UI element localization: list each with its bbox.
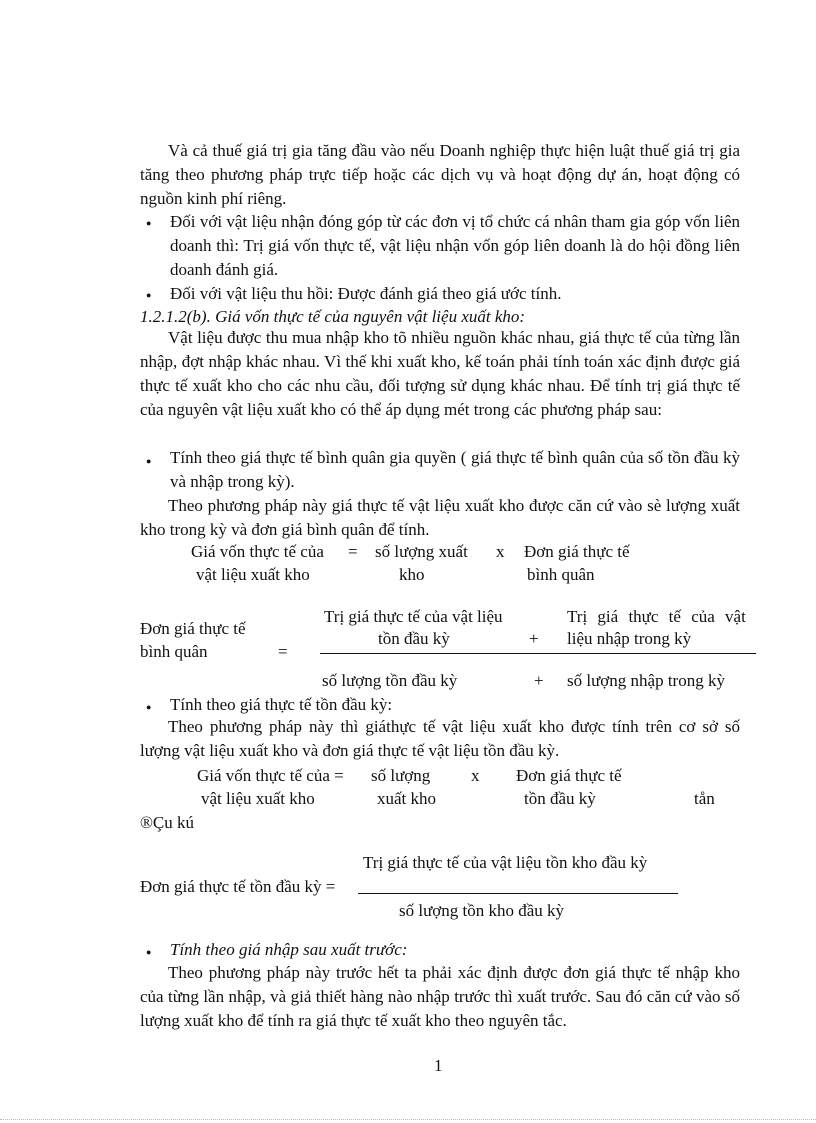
formula3-times: x: [471, 766, 480, 785]
bullet-icon: ●: [146, 218, 152, 228]
bullet-icon: ●: [146, 947, 152, 957]
formula2-fraction-bar: [320, 653, 756, 654]
formula4-fraction-bar: [358, 893, 678, 894]
formula3-stray-text: tån: [694, 789, 715, 808]
formula2-denominator-a: số lượng tồn đầu kỳ: [322, 671, 458, 690]
formula2-denominator-plus: +: [534, 671, 544, 690]
bullet-icon: ●: [146, 456, 152, 466]
bullet-weighted-average: Tính theo giá thực tế bình quân gia quyền ( giá thực tế bình quân của số tồn đầu kỳ và nhập trong kỳ).: [170, 448, 740, 491]
formula2-lhs-line2: bình quân: [140, 642, 208, 661]
section-heading: 1.2.1.2(b). Giá vốn thực tế của nguyên vật liệu xuất kho:: [140, 307, 526, 326]
bullet-recovered: Đối với vật liệu thu hồi: Được đánh giá theo giá ước tính.: [170, 284, 562, 303]
formula2-numerator-a-line1: Trị giá thực tế của vật liệu: [324, 607, 503, 626]
bullet-opening-price: Tính theo giá thực tế tồn đầu kỳ:: [170, 695, 393, 714]
formula3-lhs-line1: Giá vốn thực tế của =: [197, 766, 344, 785]
formula2-numerator-plus: +: [529, 629, 539, 648]
formula3-garbled-text: ®Çu kú: [140, 813, 195, 832]
bullet-fifo: Tính theo giá nhập sau xuất trước:: [170, 940, 408, 959]
formula1-equals: =: [348, 542, 358, 561]
bullet-icon: ●: [146, 702, 152, 712]
formula3-price-line2: tồn đầu kỳ: [524, 789, 596, 808]
formula1-lhs-line1: Giá vốn thực tế của: [191, 542, 324, 561]
page-number: 1: [434, 1056, 443, 1075]
export-paragraph: Vật liệu được thu mua nhập kho tõ nhiều nguồn khác nhau, giá thực tế của từng lần nhập, đợt nhập khác nhau. Vì thế khi xuất kho, kế toán phải tính toán xác định được giá thực tế xuất kho cho các nhu cầu, đối tượng sử dụng khác nhau. Để tính trị giá thực tế của nguyên vật liệu xuất kho có thể áp dụng mét trong các phương pháp sau:: [140, 328, 740, 419]
formula4-lhs: Đơn giá thực tế tồn đầu kỳ =: [140, 877, 336, 896]
formula3-price-line1: Đơn giá thực tế: [516, 766, 622, 785]
fifo-paragraph: Theo phương pháp này trước hết ta phải xác định được đơn giá thực tế nhập kho của từng lần nhập, và giả thiết hàng nào nhập trước thì xuất trước. Sau đó căn cứ vào số lượng xuất kho để tính ra giá thực tế xuất kho theo nguyên tắc.: [140, 963, 740, 1030]
formula1-price-line2: bình quân: [527, 565, 595, 584]
formula3-lhs-line2: vật liệu xuất kho: [201, 789, 315, 808]
formula2-equals: =: [278, 642, 288, 661]
formula4-denominator: số lượng tồn kho đầu kỳ: [399, 901, 565, 920]
formula4-numerator: Trị giá thực tế của vật liệu tồn kho đầu kỳ: [363, 853, 648, 872]
formula1-times: x: [496, 542, 505, 561]
formula1-lhs-line2: vật liệu xuất kho: [196, 565, 310, 584]
formula2-denominator-b: số lượng nhập trong kỳ: [567, 671, 725, 690]
bullet-contribution: Đối với vật liệu nhận đóng góp từ các đơn vị tổ chức cá nhân tham gia góp vốn liên doanh thì: Trị giá vốn thực tế, vật liệu nhận vốn góp liên doanh là do hội đồng liên doanh đánh giá.: [170, 212, 740, 279]
formula2-numerator-b-line1: Trị giá thực tế của vật: [567, 607, 746, 626]
formula1-quantity-line1: số lượng xuất: [375, 542, 468, 561]
weighted-method-paragraph: Theo phương pháp này giá thực tế vật liệu xuất kho được căn cứ vào sè lượng xuất kho trong kỳ và đơn giá bình quân để tính.: [140, 496, 740, 539]
formula3-quantity-line1: số lượng: [371, 766, 431, 785]
bullet-icon: ●: [146, 290, 152, 300]
formula2-numerator-b-line2: liệu nhập trong kỳ: [567, 629, 692, 648]
page-bottom-divider: [0, 1119, 816, 1120]
formula2-numerator-a-line2: tồn đầu kỳ: [378, 629, 450, 648]
formula2-lhs-line1: Đơn giá thực tế: [140, 619, 246, 638]
intro-paragraph: Và cả thuế giá trị gia tăng đầu vào nếu Doanh nghiệp thực hiện luật thuế giá trị gia tăng theo phương pháp trực tiếp hoặc các dịch vụ và hoạt động dự án, hoạt động có nguồn kinh phí riêng.: [140, 141, 740, 208]
opening-method-paragraph: Theo phương pháp này thì giáthực tế vật liệu xuất kho được tính trên cơ sở số lượng vật liệu xuất kho và đơn giá thực tế vật liệu tồn đầu kỳ.: [140, 717, 740, 760]
formula1-price-line1: Đơn giá thực tế: [524, 542, 630, 561]
formula3-quantity-line2: xuất kho: [377, 789, 437, 808]
formula1-quantity-line2: kho: [399, 565, 425, 584]
